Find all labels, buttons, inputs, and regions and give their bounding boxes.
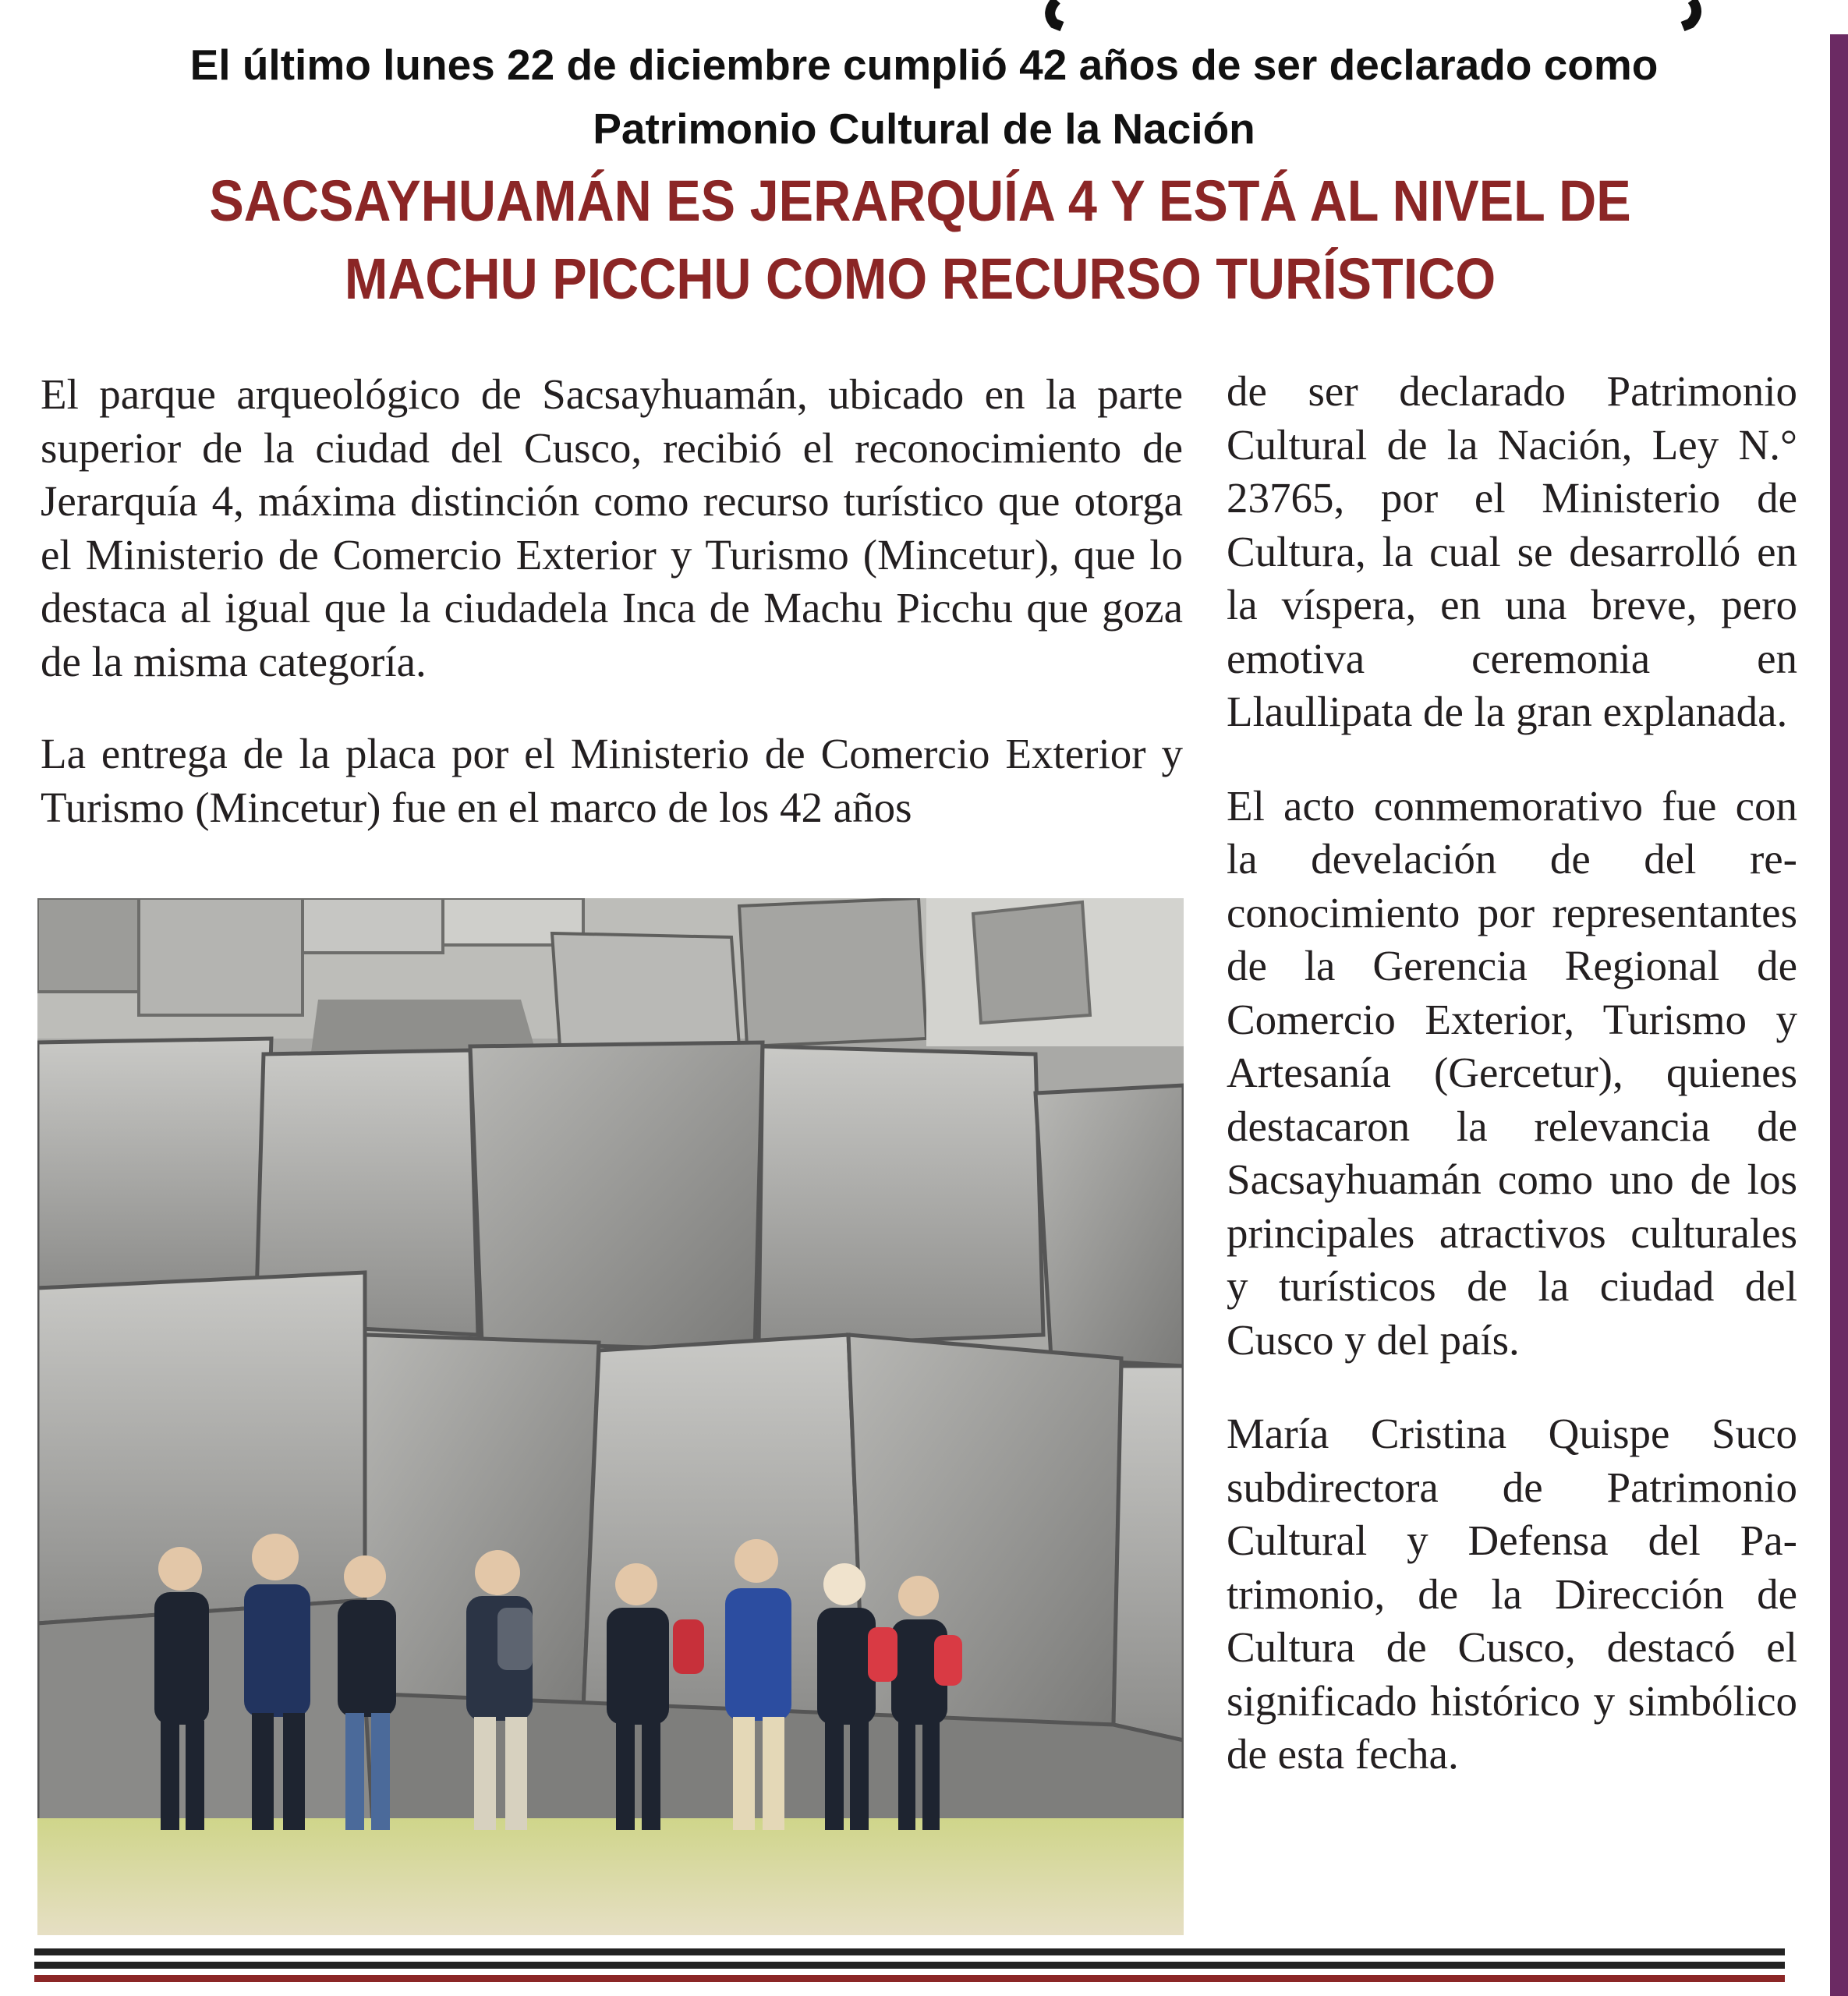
side-color-bar [1830,34,1848,1996]
paragraph-5: María Cristina Quispe Suco subdirectora de Patrimonio Cultural y Defensa del Patrimonio, de la Dirección de Cultura de Cusco, destacó el significado histórico y simbólico de esta fecha. [1227,1410,1797,1778]
masthead-fragment [0,0,1848,31]
sacsayhuaman-photo [37,898,1184,1935]
paragraph-2: La entrega de la placa por el Ministerio de Comercio Exterior y Turismo (Mincetur) fue en el marco de los 42 años [41,730,1183,831]
right-column [1227,365,1797,1782]
paragraph-1: El parque arqueológico de Sacsayhuamán, ubicado en la parte superior de la ciudad del Cusco, recibió el reconocimiento de Jerarquía 4, máxima distinción como recurso turístico que otorga el Ministerio de Comercio Exterior y Turismo (Mincetur), que lo destaca al igual que la ciudadela Inca de Machu Picchu que goza de la misma categoría. [41,370,1183,685]
paragraph-3: de ser declarado Patrimonio Cultural de la Nación, Ley N.° 23765, por el Ministerio de Cultura, la cual se desarrolló en la víspera, en una breve, pero emotiva ceremonia en Llaullipata de la gran explanada. [1227,367,1797,735]
article-headline: SACSAYHUAMÁN ES JERARQUÍA 4 Y ESTÁ AL NIVEL DE MACHU PICCHU COMO RECURSO TURÍSTICO [209,168,1631,311]
article-subtitle: El último lunes 22 de diciembre cumplió 42 años de ser declarado como Patrimonio Cultural de la Nación [189,41,1659,153]
footer-rule [34,1962,1785,1969]
paragraph-4: El acto conmemorativo fue con la develación de del reconocimiento por representantes de la Gerencia Regional de Comercio Exterior, Turismo y Artesanía (Gercetur), quienes destacaron la relevancia de Sacsayhuamán como uno de los principales atractivos culturales y turísticos de la ciudad del Cusco y del país. [1227,781,1797,1364]
footer-rule-accent [34,1975,1785,1982]
photo-illustration [37,898,1184,1935]
footer-rule [34,1948,1785,1955]
bracket-fragment-icon [0,0,1848,31]
left-column [41,368,1183,834]
